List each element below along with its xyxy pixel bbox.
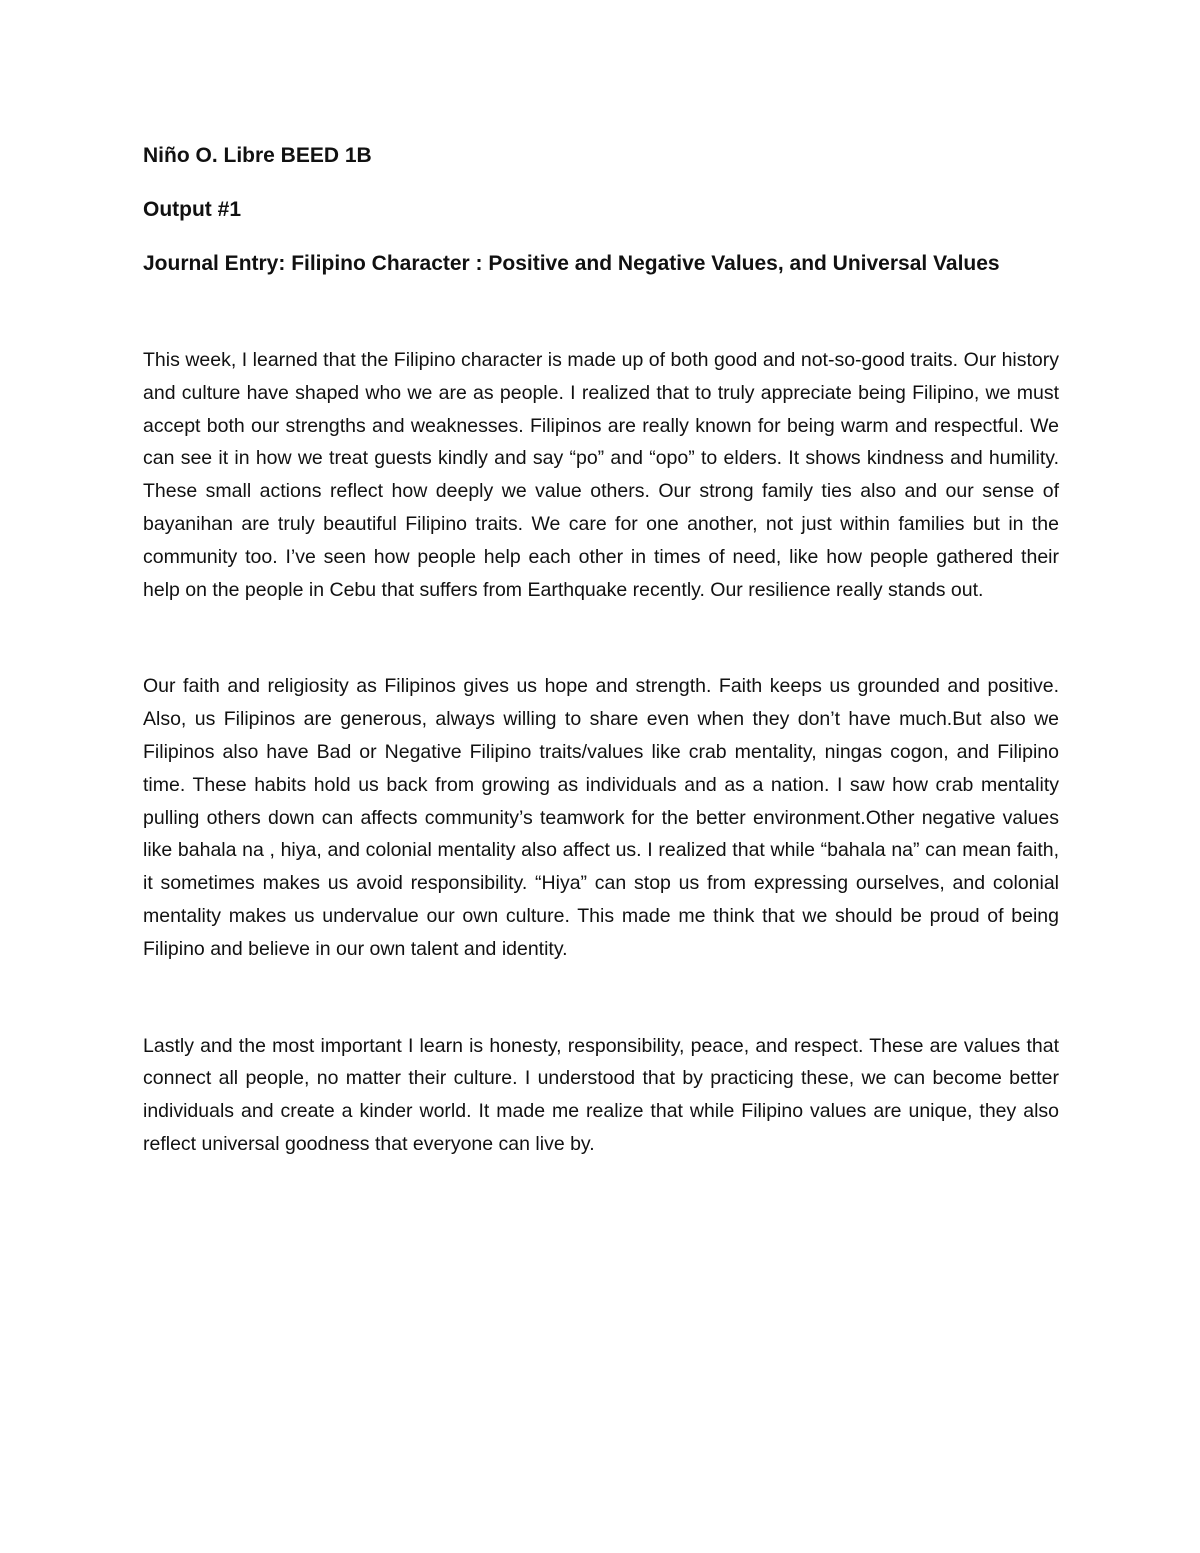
journal-title: Journal Entry: Filipino Character : Positive and Negative Values, and Universal Values	[143, 252, 1000, 275]
paragraph-3: Lastly and the most important I learn is honesty, responsibility, peace, and respect. These are values that connect all people, no matter their culture. I understood that by practicing these, we can become better individuals and create a kinder world. It made me realize that while Filipino values are unique, they also reflect universal goodness that everyone can live by.	[143, 1034, 1059, 1155]
paragraph-1: This week, I learned that the Filipino character is made up of both good and not-so-good traits. Our history and culture have shaped who we are as people. I realized that to truly appreciate being Filipino, we must accept both our strengths and weaknesses. Filipinos are really known for being warm and respectful. We can see it in how we treat guests kindly and say “po” and “opo” to elders. It shows kindness and humility. These small actions reflect how deeply we value others. Our strong family ties also and our sense of bayanihan are truly beautiful Filipino traits. We care for one another, not just within families but in the community too. I’ve seen how people help each other in times of need, like how people gathered their help on the people in Cebu that suffers from Earthquake recently. Our resilience really stands out.	[143, 349, 1059, 601]
output-label: Output #1	[143, 198, 241, 221]
paragraph-2: Our faith and religiosity as Filipinos gives us hope and strength. Faith keeps us grounded and positive. Also, us Filipinos are generous, always willing to share even when they don’t have much.But also we Filipinos also have Bad or Negative Filipino traits/values like crab mentality, ningas cogon, and Filipino time. These habits hold us back from growing as individuals and as a nation. I saw how crab mentality pulling others down can affects community’s teamwork for the better environment.Other negative values like bahala na , hiya, and colonial mentality also affect us. I realized that while “bahala na” can mean faith, it sometimes makes us avoid responsibility. “Hiya” can stop us from expressing ourselves, and colonial mentality makes us undervalue our own culture. This made me think that we should be proud of being Filipino and believe in our own talent and identity.	[143, 675, 1059, 960]
author-line: Niño O. Libre BEED 1B	[143, 144, 372, 167]
document-body	[143, 140, 1059, 1161]
